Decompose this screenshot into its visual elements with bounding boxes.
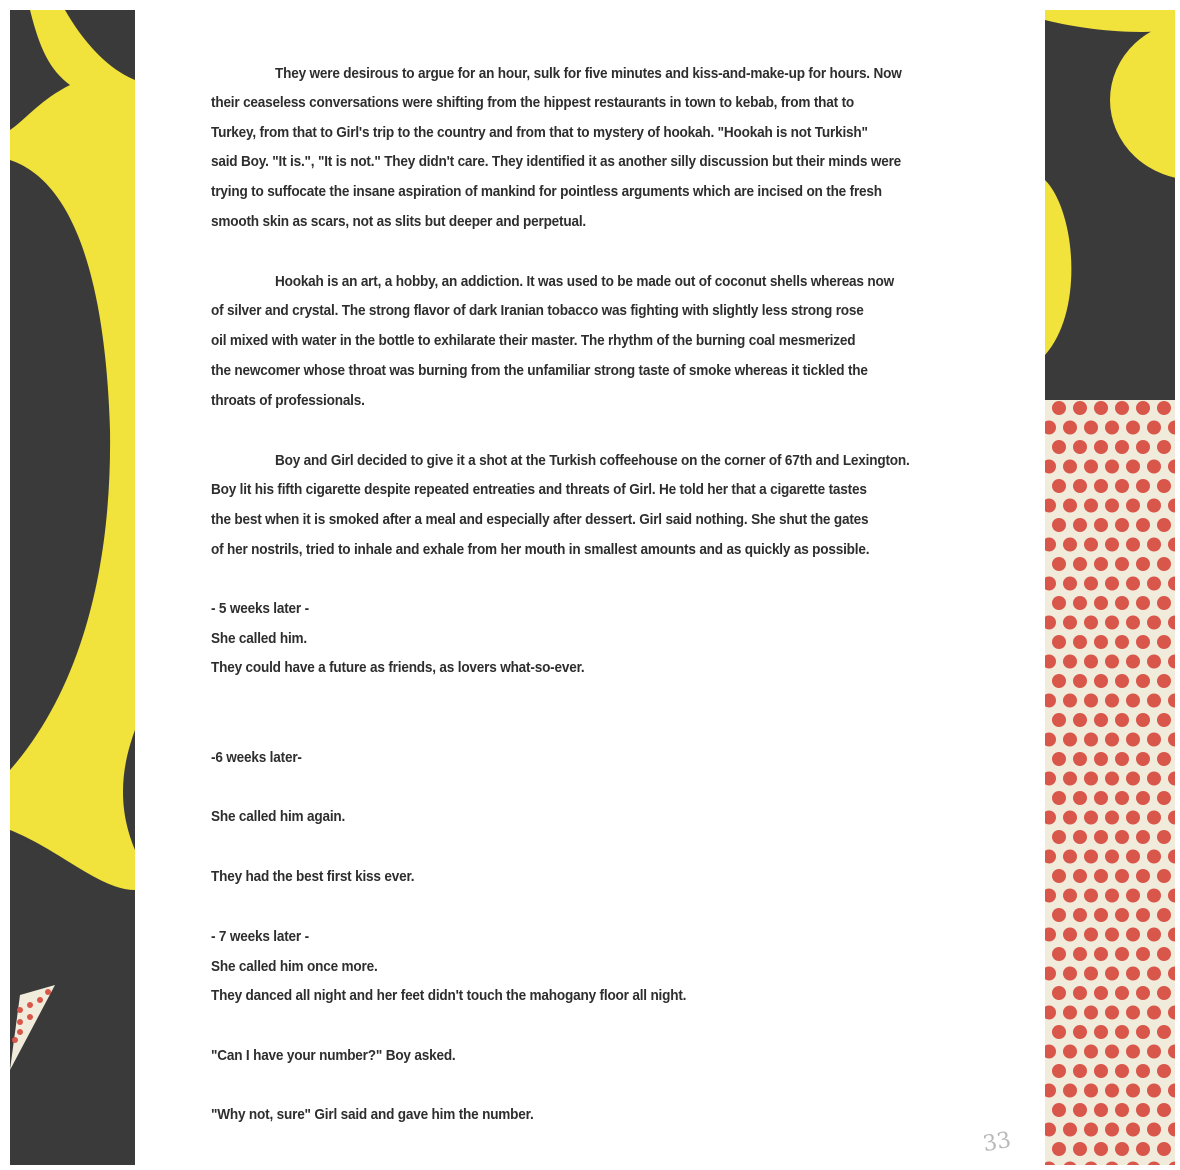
halftone-dot: [1136, 869, 1150, 883]
halftone-dot: [1157, 1142, 1171, 1156]
halftone-dot: [1063, 655, 1077, 669]
halftone-dot: [1063, 1045, 1077, 1059]
halftone-dot: [1073, 713, 1087, 727]
halftone-dot: [1126, 928, 1140, 942]
halftone-dot: [1094, 908, 1108, 922]
halftone-dot: [1063, 967, 1077, 981]
text-line: She called him again.: [211, 809, 346, 825]
halftone-dot: [1136, 479, 1150, 493]
halftone-dot: [1073, 596, 1087, 610]
halftone-dot: [1084, 772, 1098, 786]
halftone-dot: [1105, 538, 1119, 552]
halftone-dot: [1052, 869, 1066, 883]
halftone-dot: [1073, 479, 1087, 493]
halftone-dot: [1084, 499, 1098, 513]
halftone-dot: [1136, 752, 1150, 766]
halftone-dot: [1147, 421, 1161, 435]
halftone-dot: [1063, 1006, 1077, 1020]
halftone-dot: [1157, 1064, 1171, 1078]
halftone-dot: [1115, 1103, 1129, 1117]
halftone-dot: [1073, 986, 1087, 1000]
text-line: their ceaseless conversations were shifting from the hippest restaurants in town to kebab, from that to: [211, 95, 855, 111]
halftone-dot: [1115, 518, 1129, 532]
halftone-dot: [1147, 1045, 1161, 1059]
halftone-dot: [1073, 518, 1087, 532]
halftone-dot: [1147, 1123, 1161, 1137]
halftone-dot: [1073, 791, 1087, 805]
halftone-dot: [1147, 967, 1161, 981]
halftone-dot: [1105, 733, 1119, 747]
halftone-dot: [1136, 791, 1150, 805]
halftone-dot: [1094, 1064, 1108, 1078]
halftone-dot: [1147, 811, 1161, 825]
halftone-dot: [1115, 596, 1129, 610]
halftone-dot: [1105, 460, 1119, 474]
text-line: They had the best first kiss ever.: [211, 869, 415, 885]
halftone-dot: [1136, 518, 1150, 532]
halftone-dot: [1136, 401, 1150, 415]
halftone-dot: [1084, 538, 1098, 552]
halftone-dot: [1052, 752, 1066, 766]
halftone-dot: [1115, 1142, 1129, 1156]
halftone-dot: [1136, 1103, 1150, 1117]
text-line: She called him.: [211, 631, 308, 647]
halftone-dot: [1126, 850, 1140, 864]
halftone-dot: [1115, 1064, 1129, 1078]
halftone-dot: [1063, 421, 1077, 435]
halftone-dot: [1105, 889, 1119, 903]
pop-art-illustration-right: [1045, 10, 1175, 1165]
halftone-dot: [1157, 635, 1171, 649]
halftone-dot: [1063, 616, 1077, 630]
halftone-dot: [1105, 577, 1119, 591]
halftone-dot: [1094, 791, 1108, 805]
halftone-dot: [1136, 440, 1150, 454]
halftone-dot: [1052, 557, 1066, 571]
halftone-dot: [1094, 752, 1108, 766]
text-line: She called him once more.: [211, 959, 378, 975]
halftone-dot: [1084, 889, 1098, 903]
halftone-dot: [1052, 1025, 1066, 1039]
halftone-dot: [1147, 733, 1161, 747]
halftone-dot: [1084, 1123, 1098, 1137]
halftone-dot: [1126, 811, 1140, 825]
page-number: 33: [981, 1127, 1013, 1158]
halftone-dot: [1115, 479, 1129, 493]
halftone-dot: [1126, 460, 1140, 474]
halftone-dot: [1105, 967, 1119, 981]
halftone-dot: [1063, 928, 1077, 942]
halftone-dot: [1105, 655, 1119, 669]
text-line: the newcomer whose throat was burning from the unfamiliar strong taste of smoke whereas it tickled the: [211, 363, 868, 379]
halftone-dot: [1052, 479, 1066, 493]
halftone-dot: [1094, 557, 1108, 571]
halftone-dot: [1073, 830, 1087, 844]
text-line: throats of professionals.: [211, 393, 365, 409]
halftone-dot: [1126, 577, 1140, 591]
halftone-dot: [1105, 1006, 1119, 1020]
halftone-dot: [1105, 694, 1119, 708]
halftone-dot: [1094, 440, 1108, 454]
timeline-heading: -6 weeks later-: [211, 750, 302, 766]
halftone-dot: [1147, 889, 1161, 903]
halftone-dot: [1094, 635, 1108, 649]
halftone-dot: [1126, 889, 1140, 903]
halftone-dot: [1084, 655, 1098, 669]
halftone-dot: [1094, 674, 1108, 688]
halftone-dot: [1052, 518, 1066, 532]
halftone-dot: [1094, 518, 1108, 532]
halftone-dot: [1126, 1006, 1140, 1020]
halftone-dot: [1052, 1142, 1066, 1156]
halftone-dot: [1157, 674, 1171, 688]
halftone-dot: [1126, 694, 1140, 708]
text-line: They could have a future as friends, as lovers what-so-ever.: [211, 660, 585, 676]
halftone-dot: [1105, 928, 1119, 942]
dialogue-line: "Can I have your number?" Boy asked.: [211, 1048, 456, 1064]
halftone-dot: [1052, 908, 1066, 922]
left-pop-art-panel: [10, 10, 135, 1165]
halftone-dot: [1126, 616, 1140, 630]
halftone-dot: [1063, 733, 1077, 747]
halftone-dot: [1157, 557, 1171, 571]
halftone-dot: [1094, 986, 1108, 1000]
halftone-dot: [1073, 1103, 1087, 1117]
halftone-dot: [1094, 596, 1108, 610]
halftone-dot: [1147, 772, 1161, 786]
halftone-dot: [1052, 830, 1066, 844]
text-line: the best when it is smoked after a meal and especially after dessert. Girl said nothing. She shut the gates: [211, 512, 869, 528]
halftone-dot: [1115, 947, 1129, 961]
halftone-dot: [1157, 986, 1171, 1000]
halftone-dot: [1147, 499, 1161, 513]
halftone-dot: [1084, 928, 1098, 942]
halftone-dot: [1126, 499, 1140, 513]
halftone-dot: [1105, 850, 1119, 864]
halftone-dot: [1105, 1084, 1119, 1098]
halftone-dot: [1063, 850, 1077, 864]
halftone-dot: [1084, 421, 1098, 435]
text-line: They were desirous to argue for an hour, sulk for five minutes and kiss-and-make-up for hours. Now: [275, 66, 902, 82]
pop-art-illustration-left: [10, 10, 135, 1165]
halftone-dot: [1073, 908, 1087, 922]
halftone-dot: [1063, 811, 1077, 825]
halftone-dot: [1126, 1084, 1140, 1098]
halftone-dot: [1126, 1123, 1140, 1137]
book-page: [135, 0, 1045, 1169]
halftone-dot: [1126, 538, 1140, 552]
halftone-dot: [1115, 986, 1129, 1000]
halftone-dot: [1147, 655, 1161, 669]
halftone-dot: [1052, 401, 1066, 415]
text-line: trying to suffocate the insane aspiration of mankind for pointless arguments which are incised on the fresh: [211, 184, 882, 200]
halftone-dot: [1052, 947, 1066, 961]
halftone-dot: [1157, 440, 1171, 454]
text-line: Boy and Girl decided to give it a shot at the Turkish coffeehouse on the corner of 67th and Lexington.: [275, 453, 910, 469]
halftone-dot: [1147, 850, 1161, 864]
halftone-dot: [1147, 694, 1161, 708]
halftone-dot: [1105, 1123, 1119, 1137]
halftone-dot: [1094, 401, 1108, 415]
halftone-dot: [1157, 596, 1171, 610]
halftone-dot: [1157, 791, 1171, 805]
halftone-dot: [1063, 1123, 1077, 1137]
halftone-dot: [1063, 460, 1077, 474]
halftone-dot: [1157, 947, 1171, 961]
halftone-dot: [1126, 421, 1140, 435]
timeline-heading: - 5 weeks later -: [211, 601, 309, 617]
halftone-dot: [1136, 557, 1150, 571]
halftone-dot: [1115, 713, 1129, 727]
halftone-dot: [1136, 1142, 1150, 1156]
halftone-dot: [1084, 733, 1098, 747]
halftone-dot: [1094, 947, 1108, 961]
halftone-dot: [1115, 635, 1129, 649]
halftone-dot: [1157, 401, 1171, 415]
text-line: of her nostrils, tried to inhale and exhale from her mouth in smallest amounts and as quickly as possible.: [211, 542, 870, 558]
halftone-dot: [1147, 577, 1161, 591]
halftone-dot: [1115, 440, 1129, 454]
halftone-dot: [1052, 1064, 1066, 1078]
halftone-dot: [1073, 947, 1087, 961]
halftone-dot: [1126, 733, 1140, 747]
text-line: They danced all night and her feet didn't touch the mahogany floor all night.: [211, 988, 687, 1004]
halftone-dot: [1136, 635, 1150, 649]
text-line: Hookah is an art, a hobby, an addiction. It was used to be made out of coconut shells whereas now: [275, 274, 894, 290]
halftone-dot: [1136, 674, 1150, 688]
halftone-dot: [1157, 1025, 1171, 1039]
halftone-dot: [1126, 772, 1140, 786]
halftone-dot: [1052, 674, 1066, 688]
halftone-dot: [1094, 830, 1108, 844]
halftone-dot: [1073, 557, 1087, 571]
halftone-dot: [1157, 752, 1171, 766]
halftone-dot: [1136, 908, 1150, 922]
halftone-dot: [1105, 1045, 1119, 1059]
halftone-dot: [1063, 694, 1077, 708]
halftone-dot: [1063, 538, 1077, 552]
halftone-dot: [1105, 421, 1119, 435]
halftone-dot: [1115, 908, 1129, 922]
halftone-dot: [1136, 947, 1150, 961]
halftone-dot: [1115, 830, 1129, 844]
halftone-dot: [1084, 1084, 1098, 1098]
halftone-dot: [1126, 967, 1140, 981]
halftone-dot: [1084, 1045, 1098, 1059]
halftone-dot: [1136, 713, 1150, 727]
halftone-dot: [1052, 791, 1066, 805]
halftone-dot: [1063, 889, 1077, 903]
halftone-dot: [1147, 1006, 1161, 1020]
halftone-dot: [1147, 1084, 1161, 1098]
halftone-dot: [1115, 674, 1129, 688]
halftone-dot: [1115, 1025, 1129, 1039]
halftone-dot: [1063, 499, 1077, 513]
halftone-dot: [1147, 616, 1161, 630]
halftone-dot: [1073, 674, 1087, 688]
halftone-dot: [1073, 1025, 1087, 1039]
halftone-dot: [1084, 460, 1098, 474]
halftone-dot: [1115, 557, 1129, 571]
halftone-dot: [1105, 811, 1119, 825]
halftone-dot: [1094, 1103, 1108, 1117]
halftone-dot: [1063, 772, 1077, 786]
halftone-dot: [1084, 1006, 1098, 1020]
halftone-dot: [1105, 499, 1119, 513]
halftone-dot: [1073, 635, 1087, 649]
text-line: Boy lit his fifth cigarette despite repeated entreaties and threats of Girl. He told her that a cigarette tastes: [211, 482, 867, 498]
halftone-dot: [1126, 1045, 1140, 1059]
halftone-dot: [1147, 538, 1161, 552]
halftone-dot: [1052, 596, 1066, 610]
halftone-dot: [1115, 791, 1129, 805]
halftone-dot: [1147, 460, 1161, 474]
halftone-dot: [1052, 1103, 1066, 1117]
halftone-dot: [1115, 401, 1129, 415]
halftone-dot: [1147, 928, 1161, 942]
halftone-dot: [1136, 1064, 1150, 1078]
halftone-dot: [1157, 830, 1171, 844]
text-line: oil mixed with water in the bottle to exhilarate their master. The rhythm of the burning coal mesmerized: [211, 333, 856, 349]
halftone-dot: [1094, 479, 1108, 493]
halftone-dot: [1094, 869, 1108, 883]
right-pop-art-panel: [1045, 10, 1175, 1165]
halftone-dot: [1157, 869, 1171, 883]
halftone-dot: [1084, 577, 1098, 591]
halftone-dot: [1052, 713, 1066, 727]
halftone-dot: [1063, 577, 1077, 591]
halftone-dot: [1157, 518, 1171, 532]
halftone-dot: [1126, 655, 1140, 669]
halftone-dot: [1073, 1142, 1087, 1156]
halftone-dot: [1105, 772, 1119, 786]
halftone-dot: [1105, 616, 1119, 630]
halftone-dot: [1052, 635, 1066, 649]
halftone-dot: [1157, 713, 1171, 727]
halftone-dot: [1073, 869, 1087, 883]
halftone-dot: [1157, 908, 1171, 922]
halftone-dot: [1094, 1025, 1108, 1039]
halftone-dot: [1157, 1103, 1171, 1117]
halftone-dot: [1052, 986, 1066, 1000]
text-line: of silver and crystal. The strong flavor of dark Iranian tobacco was fighting with slightly less strong rose: [211, 303, 864, 319]
halftone-dot: [1084, 967, 1098, 981]
halftone-dot: [1073, 440, 1087, 454]
halftone-dot: [1115, 752, 1129, 766]
text-line: said Boy. "It is.", "It is not." They didn't care. They identified it as another silly discussion but their minds were: [211, 154, 902, 170]
halftone-dot: [1084, 811, 1098, 825]
halftone-dot: [1115, 869, 1129, 883]
halftone-dot: [1094, 1142, 1108, 1156]
halftone-dot: [1073, 401, 1087, 415]
text-line: smooth skin as scars, not as slits but deeper and perpetual.: [211, 214, 587, 230]
halftone-dot: [1136, 1025, 1150, 1039]
dialogue-line: "Why not, sure" Girl said and gave him the number.: [211, 1107, 534, 1123]
halftone-dot: [1094, 713, 1108, 727]
halftone-dot: [1063, 1084, 1077, 1098]
halftone-dot: [1052, 440, 1066, 454]
timeline-heading: - 7 weeks later -: [211, 929, 309, 945]
halftone-dot: [1073, 752, 1087, 766]
halftone-dot: [1136, 596, 1150, 610]
halftone-dot: [1136, 830, 1150, 844]
halftone-dot: [1084, 850, 1098, 864]
halftone-dot: [1136, 986, 1150, 1000]
halftone-dot: [1084, 616, 1098, 630]
halftone-dot: [1157, 479, 1171, 493]
halftone-dot: [1084, 694, 1098, 708]
text-line: Turkey, from that to Girl's trip to the country and from that to mystery of hookah. "Hookah is not Turkish": [211, 125, 868, 141]
halftone-dot: [1073, 1064, 1087, 1078]
